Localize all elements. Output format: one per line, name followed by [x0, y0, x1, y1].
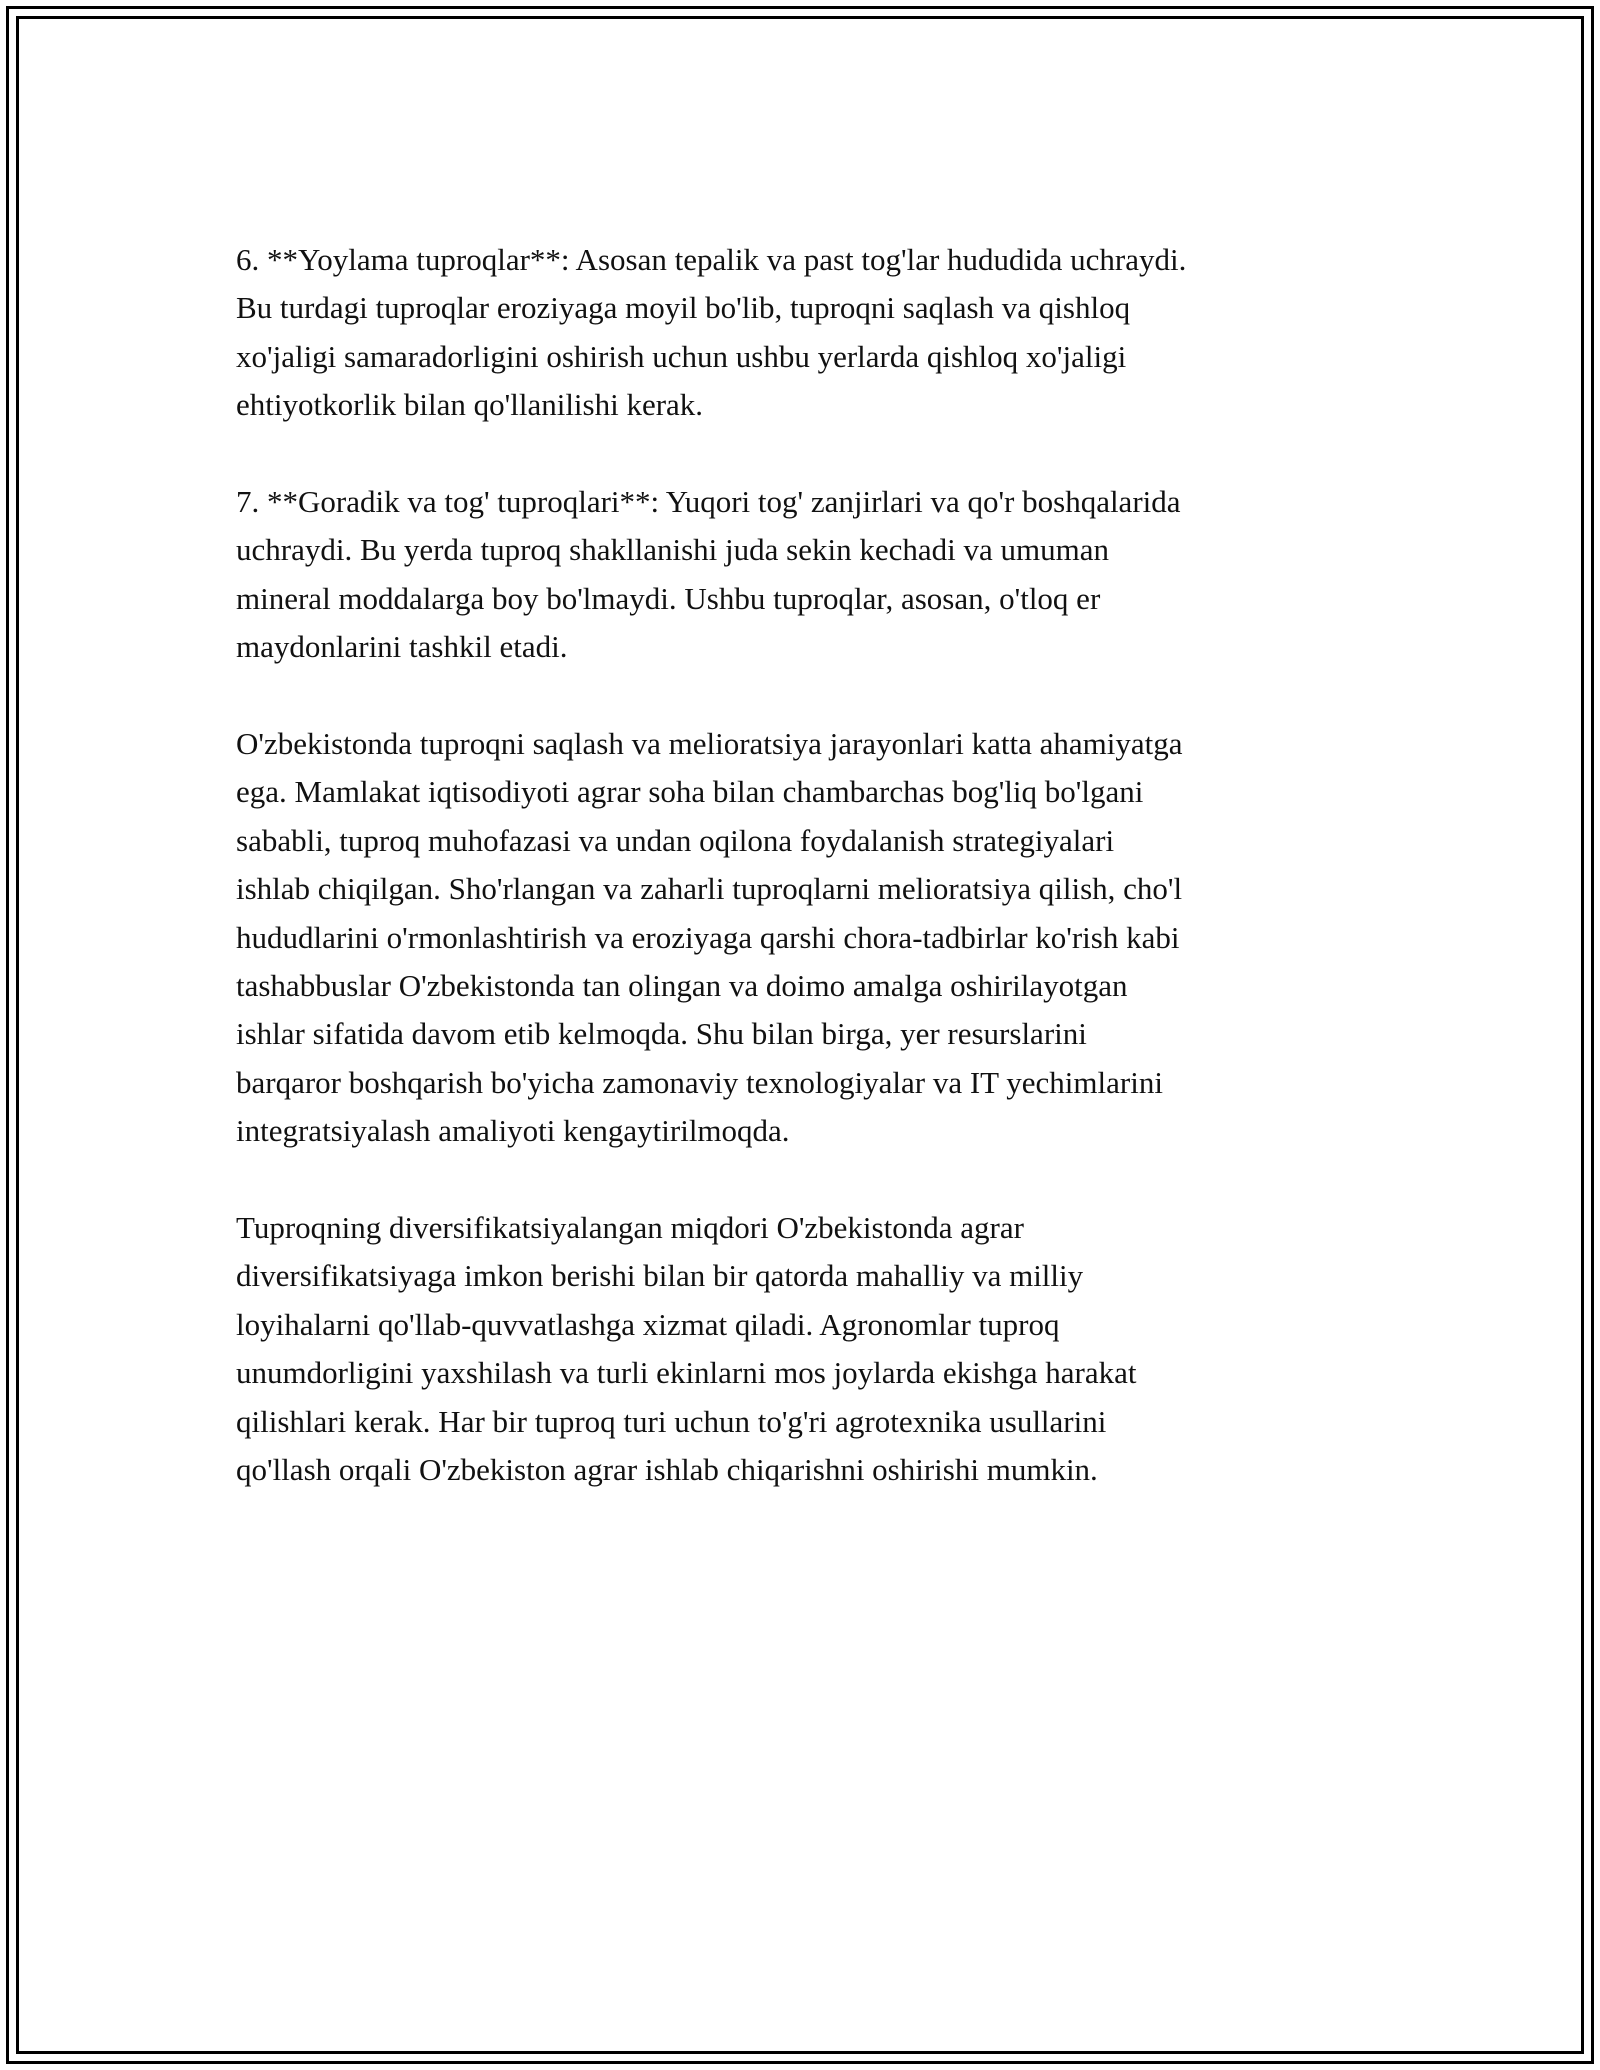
- paragraph-tuproq-diversifikatsiyasi: Tuproqning diversifikatsiyalangan miqdori O'zbekistonda agrar diversifikatsiyaga imkon berishi bilan bir qatorda mahalliy va milliy loyihalarni qo'llab-quvvatlashga xizmat qiladi. Agronomlar tuproq unumdorligini yaxshilash va turli ekinlarni mos joylarda ekishga harakat qilishlari kerak. Har bir tuproq turi uchun to'g'ri agrotexnika usullarini qo'llash orqali O'zbekiston agrar ishlab chiqarishni oshirishi mumkin.: [236, 1210, 1137, 1488]
- document-body: [236, 236, 1386, 1543]
- paragraph-goradik-tog-tuproqlari: 7. **Goradik va tog' tuproqlari**: Yuqori tog' zanjirlari va qo'r boshqalarida uchraydi. Bu yerda tuproq shakllanishi juda sekin kechadi va umuman mineral moddalarga boy bo'lmaydi. Ushbu tuproqlar, asosan, o'tloq er maydonlarini tashkil etadi.: [236, 484, 1181, 665]
- paragraph-tuproqni-saqlash-melioratsiya: O'zbekistonda tuproqni saqlash va melioratsiya jarayonlari katta ahamiyatga ega. Mamlakat iqtisodiyoti agrar soha bilan chambarchas bog'liq bo'lgani sababli, tuproq muhofazasi va undan oqilona foydalanish strategiyalari ishlab chiqilgan. Sho'rlangan va zaharli tuproqlarni melioratsiya qilish, cho'l hududlarini o'rmonlashtirish va eroziyaga qarshi chora-tadbirlar ko'rish kabi tashabbuslar O'zbekistonda tan olingan va doimo amalga oshirilayotgan ishlar sifatida davom etib kelmoqda. Shu bilan birga, yer resurslarini barqaror boshqarish bo'yicha zamonaviy texnologiyalar va IT yechimlarini integratsiyalash amaliyoti kengaytirilmoqda.: [236, 726, 1183, 1149]
- paragraph-yoylama-tuproqlar: 6. **Yoylama tuproqlar**: Asosan tepalik va past tog'lar hududida uchraydi. Bu turdagi tuproqlar eroziyaga moyil bo'lib, tuproqni saqlash va qishloq xo'jaligi samaradorligini oshirish uchun ushbu yerlarda qishloq xo'jaligi ehtiyotkorlik bilan qo'llanilishi kerak.: [236, 242, 1187, 423]
